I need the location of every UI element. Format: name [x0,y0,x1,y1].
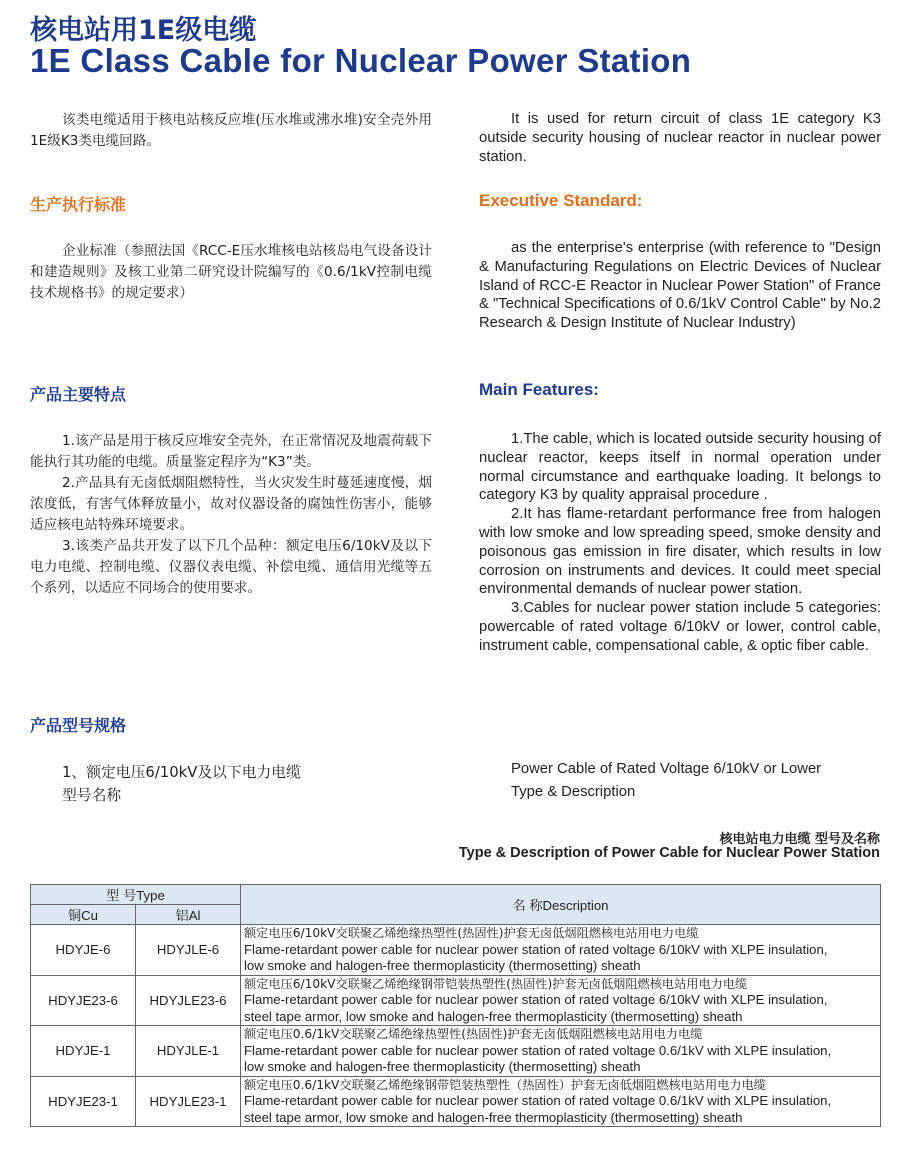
standard-cn: 企业标准（参照法国《RCC-E压水堆核电站核岛电气设备设计和建造规则》及核工业第二研究设计院编写的《0.6/1kV控制电缆技术规格书》的规定要求） [30,243,432,301]
feature-en-1: 1.The cable, which is located outside security housing of nuclear reactor, keeps itself in normal operation under normal circumstance and earthquake loading. It belongs to category K3 by quality appraisal procedure . [479,431,881,504]
standard-heading-en: Executive Standard: [479,191,643,210]
intro-en-block [479,110,881,166]
table-row [31,1026,881,1077]
intro-en: It is used for return circuit of class 1E category K3 outside security housing of nuclear reactor in nuclear power station. [479,111,881,165]
feature-cn-2: 2.产品具有无卤低烟阻燃特性，当火灾发生时蔓延速度慢，烟浓度低，有害气体释放量小，故对仪器设备的腐蚀性伤害小，能够适应核电站特殊环境要求。 [30,475,432,533]
spec-line2-cn: 型号名称 [62,787,122,804]
spec-line1-en: Power Cable of Rated Voltage 6/10kV or Lower [511,761,822,777]
row-desc-en1: Flame-retardant power cable for nuclear power station of rated voltage 0.6/1kV with XLPE insulation, [244,1042,832,1058]
row-desc-en2: steel tape armor, low smoke and halogen-free thermoplasticity (thermosetting) sheath [244,1008,743,1024]
row-al-code: HDYJLE-6 [136,925,241,976]
page-title-cn: 核电站用1E级电缆 [30,15,257,46]
row-description [241,975,881,1026]
spec-cn-block [30,713,432,807]
table-caption-en: Type & Description of Power Cable for Nuclear Power Station [458,845,880,861]
row-desc-en2: low smoke and halogen-free thermoplasticity (thermosetting) sheath [244,1059,641,1074]
row-desc-en2: low smoke and halogen-free thermoplasticity (thermosetting) sheath [244,958,641,973]
row-desc-cn: 额定电压6/10kV交联聚乙烯绝缘钢带铠装热塑性(热固性)护套无卤低烟阻燃核电站用电力电缆 [244,976,748,991]
row-desc-en1: Flame-retardant power cable for nuclear power station of rated voltage 6/10kV with XLPE insulation, [244,992,828,1007]
intro-cn: 该类电缆适用于核电站核反应堆(压水堆或沸水堆)安全壳外用1E级K3类电缆回路。 [30,112,432,149]
table-caption-cn: 核电站电力电缆 型号及名称 [719,832,880,847]
spec-line2-en: Type & Description [511,784,636,800]
row-description [241,925,881,976]
spec-en-block [479,758,881,804]
row-description [241,1076,881,1127]
row-cu-code: HDYJE23-1 [31,1076,136,1127]
row-desc-en1: Flame-retardant power cable for nuclear power station of rated voltage 0.6/1kV with XLPE insulation, [244,1093,832,1108]
row-desc-en2: steel tape armor, low smoke and halogen-free thermoplasticity (thermosetting) sheath [244,1109,743,1125]
intro-cn-block [30,110,432,152]
row-description [241,1026,881,1077]
row-cu-code: HDYJE23-6 [31,975,136,1026]
table-row [31,975,881,1026]
table-header-row [31,885,881,905]
feature-cn-3: 3.该类产品共开发了以下几个品种：额定电压6/10kV及以下电力电缆、控制电缆、仪器仪表电缆、补偿电缆、通信用光缆等五个系列，以适应不同场合的使用要求。 [30,538,432,596]
cable-type-table [30,884,881,1127]
standard-en: as the enterprise's enterprise (with reference to "Design & Manufacturing Regulations on Electric Devices of Nuclear Island of RCC-E Reactor in Nuclear Power Station" of France & "Technical Specifications of 0.6/1kV Control Cable" by No.2 Research & Design Institute of Nuclear Industry) [479,240,882,332]
feature-en-2: 2.It has flame-retardant performance free from halogen with low smoke and low spreading speed, smoke density and poisonous gas emission in fire disater, which results in low corrosion on instruments and devices. It could meet special environmental demands of nuclear power station. [479,506,881,598]
row-al-code: HDYJLE23-1 [136,1076,241,1127]
header-description: 名 称Description [241,885,881,925]
features-en-block [479,380,881,656]
row-cu-code: HDYJE-1 [31,1026,136,1077]
header-type: 型 号Type [31,885,241,905]
standard-heading-cn: 生产执行标准 [30,197,127,214]
features-heading-cn: 产品主要特点 [30,387,127,404]
row-al-code: HDYJLE23-6 [136,975,241,1026]
page-title-en: 1E Class Cable for Nuclear Power Station [30,42,692,79]
spec-line1-cn: 1、额定电压6/10kV及以下电力电缆 [62,764,301,781]
standard-en-block [479,191,881,333]
row-cu-code: HDYJE-6 [31,925,136,976]
row-desc-en1: Flame-retardant power cable for nuclear power station of rated voltage 6/10kV with XLPE insulation, [244,941,828,957]
header-cu: 铜Cu [31,905,136,925]
features-cn-block [30,382,432,599]
features-heading-en: Main Features: [479,380,599,399]
feature-cn-1: 1.该产品是用于核反应堆安全壳外，在正常情况及地震荷载下能执行其功能的电缆。质量鉴定程序为“K3”类。 [30,433,432,470]
table-row [31,1076,881,1127]
header-al: 铝Al [136,905,241,925]
row-desc-cn: 额定电压6/10kV交联聚乙烯绝缘热塑性(热固性)护套无卤低烟阻燃核电站用电力电缆 [244,926,699,940]
row-desc-cn: 额定电压0.6/1kV交联聚乙烯绝缘钢带铠装热塑性（热固性）护套无卤低烟阻燃核电站用电力电缆 [244,1077,766,1092]
row-al-code: HDYJLE-1 [136,1026,241,1077]
table-row [31,925,881,976]
standard-cn-block [30,192,432,304]
feature-en-3: 3.Cables for nuclear power station include 5 categories: powercable of rated voltage 6/10kV or lower, control cable, instrument cable, compensational cable, & optic fiber cable. [479,600,881,654]
row-desc-cn: 额定电压0.6/1kV交联聚乙烯绝缘热塑性(热固性)护套无卤低烟阻燃核电站用电力电缆 [244,1027,703,1041]
spec-heading-cn: 产品型号规格 [30,718,127,735]
